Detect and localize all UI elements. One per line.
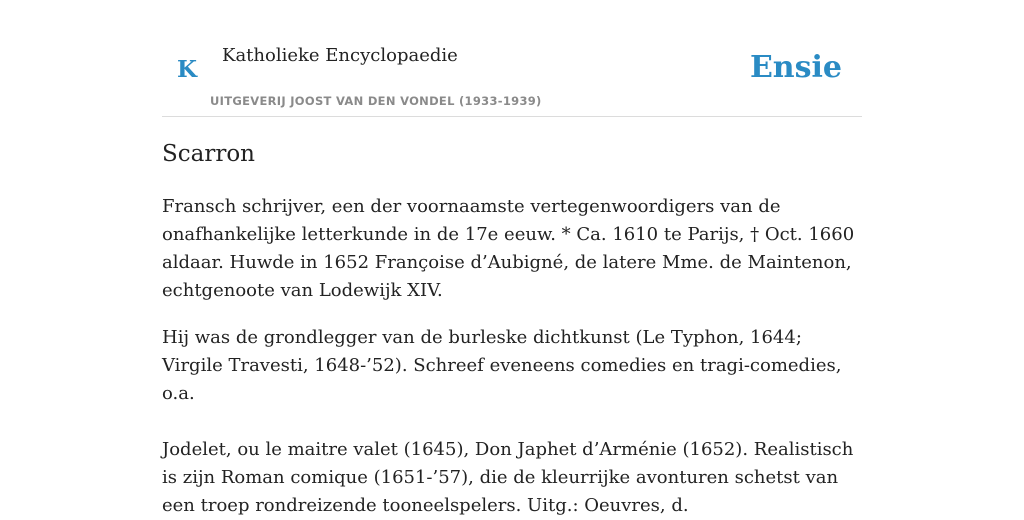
ensie-brand-logo[interactable]: Ensie [749,50,842,85]
site-title-link[interactable]: Katholieke Encyclopaedie [222,45,458,66]
encyclopedia-logo[interactable]: K [177,56,197,83]
article-paragraph: Hij was de grondlegger van de burleske dichtkunst (Le Typhon, 1644; Virgile Travesti, 1648-’52). Schreef eveneens comedies en tragi-comedies, o.a. [162,327,842,404]
article-paragraph: Fransch schrijver, een der voornaamste vertegenwoordigers van de onafhankelijke letterkunde in de 17e eeuw. * Ca. 1610 te Parijs, † Oct. 1660 aldaar. Huwde in 1652 Françoise d’Aubigné, de latere Mme. de Maintenon, echtgenoote van Lodewijk XIV. [162,196,855,301]
site-header [162,0,862,117]
article-content [162,138,862,520]
article-title: Scarron [162,141,255,167]
publisher-subtitle: UITGEVERIJ JOOST VAN DEN VONDEL (1933-1939) [210,94,542,108]
article-paragraph: Jodelet, ou le maitre valet (1645), Don Japhet d’Arménie (1652). Realistisch is zijn Roman comique (1651-’57), die de kleurrijke avonturen schetst van een troep rondreizende tooneelspelers. Uitg.: Oeuvres, d. [162,439,854,516]
